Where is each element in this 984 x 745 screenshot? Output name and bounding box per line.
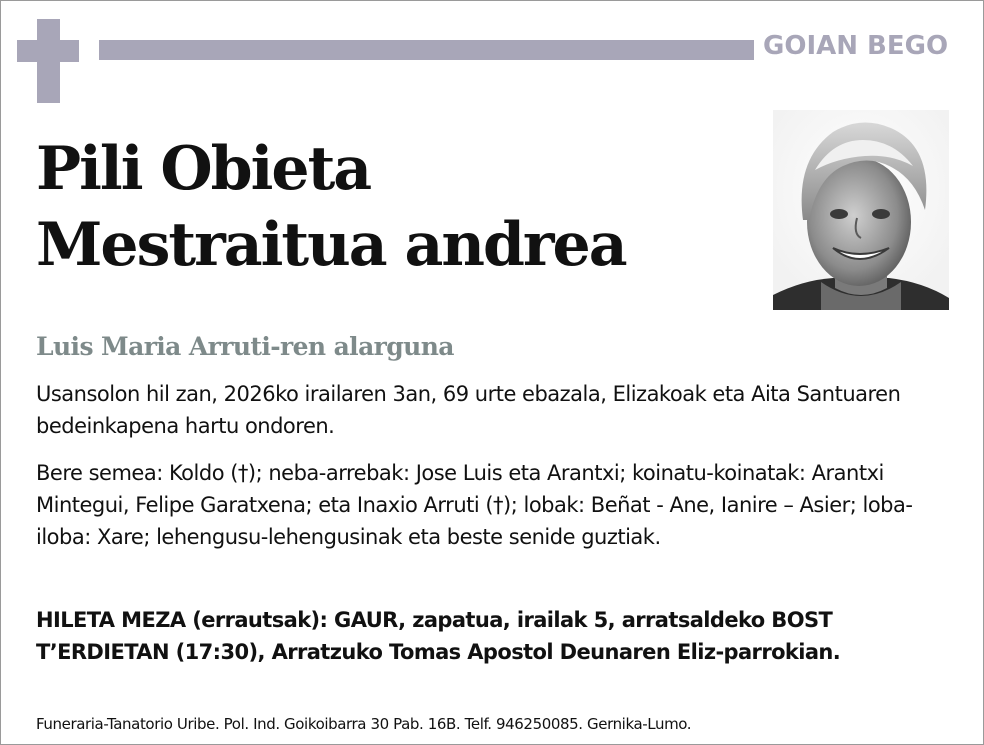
deceased-name bbox=[36, 131, 626, 283]
location-label: GOIAN BEGO bbox=[763, 31, 949, 61]
cross-icon bbox=[17, 19, 79, 103]
portrait-photo bbox=[773, 110, 949, 310]
header-bar bbox=[99, 40, 754, 60]
subtitle: Luis Maria Arruti-ren alarguna bbox=[36, 332, 454, 361]
portrait-image bbox=[773, 110, 949, 310]
death-announcement: Usansolon hil zan, 2026ko irailaren 3an, 69 urte ebazala, Elizakoak eta Aita Santuaren bedeinkapena hartu ondoren. bbox=[36, 382, 901, 438]
name-line-1: Pili Obieta bbox=[36, 134, 371, 204]
name-line-2: Mestraitua andrea bbox=[36, 210, 626, 280]
funeral-info: HILETA MEZA (errautsak): GAUR, zapatua, irailak 5, arratsaldeko BOST T’ERDIETAN (17:30), Arratzuko Tomas Apostol Deunaren Eliz-parrokian. bbox=[36, 608, 841, 664]
funeral-home-footer: Funeraria-Tanatorio Uribe. Pol. Ind. Goikoibarra 30 Pab. 16B. Telf. 946250085. Gernika-Lumo. bbox=[36, 715, 692, 733]
family-list: Bere semea: Koldo (†); neba-arrebak: Jose Luis eta Arantxi; koinatu-koinatak: Arantxi Mintegui, Felipe Garatxena; eta Inaxio Arruti (†); lobak: Beñat - Ane, Ianire – Asier; loba-iloba: Xare; lehengusu-lehengusinak eta beste senide guztiak. bbox=[36, 461, 913, 549]
